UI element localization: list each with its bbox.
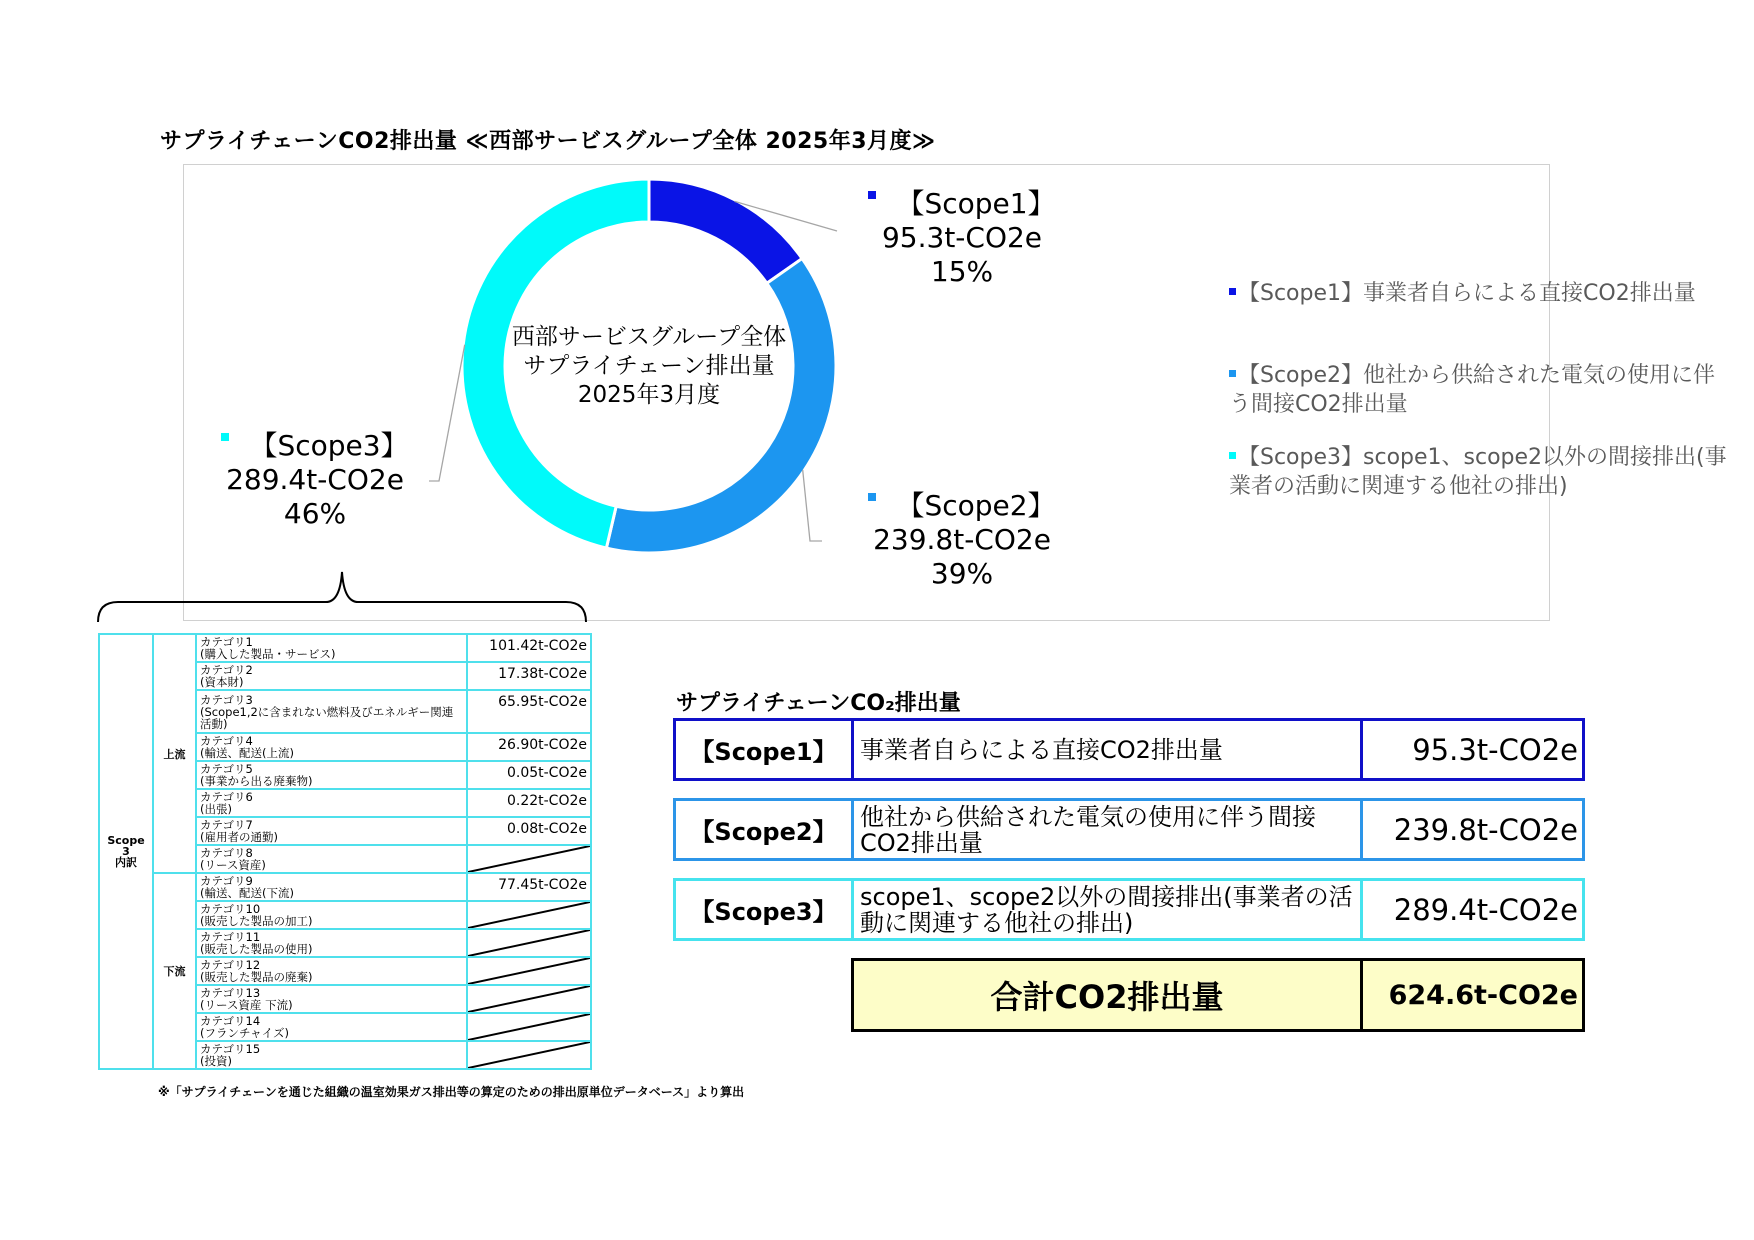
donut-center-text: 2025年3月度 <box>577 382 721 408</box>
category-name: カテゴリ8 <box>200 846 253 860</box>
scope3-marker-icon <box>221 433 229 441</box>
category-desc: (雇用者の通勤) <box>200 830 278 844</box>
category-cell <box>196 845 467 873</box>
category-desc: (資本財) <box>200 675 244 689</box>
summary-value: 239.8t-CO2e <box>1393 812 1578 847</box>
summary-head: 【Scope3】 <box>676 881 854 938</box>
category-value: 26.90t-CO2e <box>467 733 591 761</box>
category-name: カテゴリ3 <box>200 692 253 707</box>
leader-line-scope2 <box>803 470 822 541</box>
category-name: カテゴリ14 <box>200 1014 261 1028</box>
summary-desc: 事業者自らによる直接CO2排出量 <box>854 721 1363 778</box>
category-cell <box>196 733 467 761</box>
category-desc: (販売した製品の使用) <box>200 942 313 956</box>
category-desc: (輸送、配送(上流) <box>200 746 294 760</box>
category-value: 0.08t-CO2e <box>467 817 591 845</box>
legend-text: 【Scope1】事業者自らによる直接CO2排出量 <box>1238 281 1696 306</box>
slice-name: 【Scope1】 <box>896 187 1056 220</box>
category-value: 0.22t-CO2e <box>467 789 591 817</box>
category-cell <box>196 957 467 985</box>
category-desc: (販売した製品の廃棄) <box>200 970 313 984</box>
category-value: 17.38t-CO2e <box>467 662 591 690</box>
diagonal-slash-icon <box>468 1042 590 1068</box>
leader-line-scope3 <box>429 345 465 481</box>
category-name: カテゴリ11 <box>200 930 261 944</box>
diagonal-slash-icon <box>468 846 590 872</box>
total-label: 合計CO2排出量 <box>854 961 1363 1029</box>
category-value: 77.45t-CO2e <box>467 873 591 901</box>
summary-value: 289.4t-CO2e <box>1393 892 1578 927</box>
category-desc: (リース資産) <box>200 858 266 872</box>
legend-item-scope2 <box>1229 361 1729 419</box>
scope2-marker-icon <box>868 493 876 501</box>
slice-value: 95.3t-CO2e <box>881 221 1043 254</box>
donut-center-text: 西部サービスグループ全体 <box>511 324 787 350</box>
legend-scope3-icon <box>1229 452 1236 459</box>
category-cell <box>196 985 467 1013</box>
slice-label-scope3 <box>200 429 430 531</box>
diagonal-slash-icon <box>468 930 590 956</box>
scope3-breakdown-table <box>98 633 592 1070</box>
legend-scope2-icon <box>1229 370 1236 377</box>
category-cell <box>196 817 467 845</box>
table-row <box>99 634 591 662</box>
summary-head: 【Scope2】 <box>676 801 854 858</box>
category-value: 65.95t-CO2e <box>467 690 591 733</box>
slice-percent: 46% <box>283 497 347 530</box>
category-desc: (販売した製品の加工) <box>200 914 313 928</box>
slice-name: 【Scope3】 <box>249 429 409 462</box>
category-cell <box>196 690 467 733</box>
category-desc: (Scope1,2に含まれない燃料及びエネルギー関連活動) <box>200 704 454 731</box>
category-cell <box>196 662 467 690</box>
category-cell <box>196 901 467 929</box>
category-desc: (購入した製品・サービス) <box>200 647 336 661</box>
category-name: カテゴリ9 <box>200 874 253 888</box>
category-name: カテゴリ13 <box>200 986 261 1000</box>
category-value: 0.05t-CO2e <box>467 761 591 789</box>
slice-percent: 39% <box>930 557 994 590</box>
legend-text: 【Scope2】他社から供給された電気の使用に伴う間接CO2排出量 <box>1229 363 1716 417</box>
footnote: ※「サプライチェーンを通じた組織の温室効果ガス排出等の算定のための排出原単位データベース」より算出 <box>158 1085 745 1099</box>
category-cell <box>196 789 467 817</box>
summary-row-scope3 <box>673 878 1585 941</box>
legend-text: 【Scope3】scope1、scope2以外の間接排出(事業者の活動に関連する他社の排出) <box>1229 445 1727 499</box>
diagonal-slash-icon <box>468 958 590 984</box>
slice-value: 289.4t-CO2e <box>226 463 404 496</box>
empty-value-cell <box>467 901 591 929</box>
scope-label-line: Scope <box>107 834 145 847</box>
diagonal-slash-icon <box>468 986 590 1012</box>
category-desc: (フランチャイズ) <box>200 1026 290 1040</box>
empty-value-cell <box>467 845 591 873</box>
total-value: 624.6t-CO2e <box>1388 979 1578 1011</box>
legend-item-scope1 <box>1229 279 1729 308</box>
summary-row-scope2 <box>673 798 1585 861</box>
category-desc: (輸送、配送(下流) <box>200 886 294 900</box>
donut-center-text: サプライチェーン排出量 <box>523 353 775 379</box>
category-name: カテゴリ10 <box>200 902 261 916</box>
category-name: カテゴリ2 <box>200 663 253 677</box>
category-name: カテゴリ12 <box>200 958 261 972</box>
page-title: サプライチェーンCO2排出量 ≪西部サービスグループ全体 2025年3月度≫ <box>160 129 936 154</box>
donut-slice-scope1 <box>649 179 802 283</box>
category-name: カテゴリ6 <box>200 790 253 804</box>
category-name: カテゴリ5 <box>200 762 253 776</box>
category-cell <box>196 634 467 662</box>
legend-item-scope3 <box>1229 443 1729 501</box>
category-name: カテゴリ1 <box>200 635 253 649</box>
diagonal-slash-icon <box>468 1014 590 1040</box>
scope-label-line: 3 <box>122 845 130 858</box>
table-row <box>99 873 591 901</box>
scope1-marker-icon <box>868 191 876 199</box>
category-cell <box>196 761 467 789</box>
empty-value-cell <box>467 1013 591 1041</box>
category-value: 101.42t-CO2e <box>467 634 591 662</box>
category-desc: (事業から出る廃棄物) <box>200 774 313 788</box>
category-desc: (出張) <box>200 802 232 816</box>
donut-chart-panel <box>183 164 1727 621</box>
category-desc: (リース資産 下流) <box>200 998 293 1012</box>
category-cell <box>196 873 467 901</box>
category-name: カテゴリ7 <box>200 818 253 832</box>
scope-label-line: 内訳 <box>115 856 137 869</box>
category-name: カテゴリ4 <box>200 734 253 748</box>
summary-head: 【Scope1】 <box>676 721 854 778</box>
slice-value: 239.8t-CO2e <box>873 523 1051 556</box>
legend-scope1-icon <box>1229 288 1236 295</box>
summary-total-row <box>851 958 1585 1032</box>
slice-name: 【Scope2】 <box>896 489 1056 522</box>
empty-value-cell <box>467 1041 591 1069</box>
category-name: カテゴリ15 <box>200 1042 261 1056</box>
summary-desc: scope1、scope2以外の間接排出(事業者の活動に関連する他社の排出) <box>854 881 1363 938</box>
scope3-bracket <box>96 566 596 626</box>
downstream-label: 下流 <box>153 873 196 1069</box>
category-cell <box>196 929 467 957</box>
empty-value-cell <box>467 929 591 957</box>
summary-row-scope1 <box>673 718 1585 781</box>
slice-percent: 15% <box>930 255 994 288</box>
slice-label-scope1 <box>837 187 1087 289</box>
diagonal-slash-icon <box>468 902 590 928</box>
slice-label-scope2 <box>837 489 1087 591</box>
empty-value-cell <box>467 957 591 985</box>
summary-title: サプライチェーンCO₂排出量 <box>676 691 961 716</box>
upstream-label: 上流 <box>153 634 196 873</box>
category-desc: (投資) <box>200 1054 232 1068</box>
category-cell <box>196 1041 467 1069</box>
scope3-label <box>99 634 153 1069</box>
summary-value: 95.3t-CO2e <box>1412 732 1578 767</box>
summary-desc: 他社から供給された電気の使用に伴う間接CO2排出量 <box>854 801 1363 858</box>
empty-value-cell <box>467 985 591 1013</box>
category-cell <box>196 1013 467 1041</box>
